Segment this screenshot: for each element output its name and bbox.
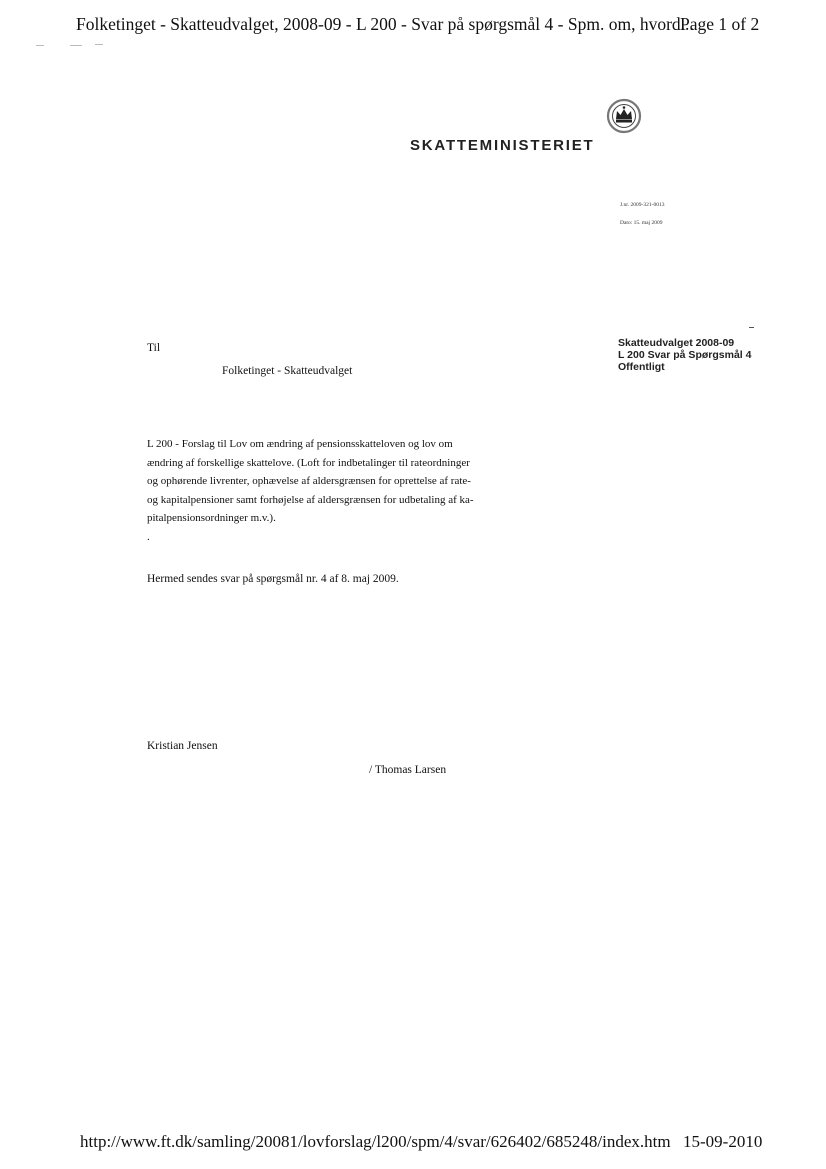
subject-line: og kapitalpensioner samt forhøjelse af aldersgrænsen for udbetaling af ka- xyxy=(147,493,474,506)
document-header-title: Folketinget - Skatteudvalget, 2008-09 - L 200 - Svar på spørgsmål 4 - Spm. om, hvord... xyxy=(76,14,694,34)
footer-url: http://www.ft.dk/samling/20081/lovforslag/l200/spm/4/svar/626402/685248/index.htm xyxy=(80,1132,671,1151)
stray-dot: . xyxy=(147,531,150,543)
organization-wordmark: SKATTEMINISTERIET xyxy=(410,137,595,154)
committee-stamp-line2: L 200 Svar på Spørgsmål 4 xyxy=(618,349,752,361)
journal-number: J.nr. 2009-321-0013 xyxy=(620,202,665,208)
subject-line: pitalpensionsordninger m.v.). xyxy=(147,512,276,524)
scan-speck xyxy=(749,327,754,328)
footer-date: 15-09-2010 xyxy=(683,1132,763,1151)
letter-date: Dato: 15. maj 2009 xyxy=(620,220,663,226)
page-number: Page 1 of 2 xyxy=(680,14,760,34)
signature-official: / Thomas Larsen xyxy=(369,764,447,776)
subject-line: ændring af forskellige skattelove. (Loft for indbetalinger til rateordninger xyxy=(147,456,470,469)
committee-stamp-line1: Skatteudvalget 2008-09 xyxy=(618,337,735,349)
body-sentence: Hermed sendes svar på spørgsmål nr. 4 af 8. maj 2009. xyxy=(147,573,399,585)
subject-line: og ophørende livrenter, ophævelse af aldersgrænsen for oprettelse af rate- xyxy=(147,475,471,487)
scan-speck xyxy=(95,44,103,45)
to-label: Til xyxy=(147,342,161,354)
crown-emblem-icon xyxy=(606,98,642,134)
signature-minister: Kristian Jensen xyxy=(147,740,218,752)
subject-line: L 200 - Forslag til Lov om ændring af pensionsskatteloven og lov om xyxy=(147,438,453,450)
scan-speck xyxy=(36,45,44,46)
subject-paragraph xyxy=(147,435,474,528)
recipient: Folketinget - Skatteudvalget xyxy=(222,365,353,377)
committee-stamp-line3: Offentligt xyxy=(618,361,665,373)
scan-speck xyxy=(70,45,82,46)
